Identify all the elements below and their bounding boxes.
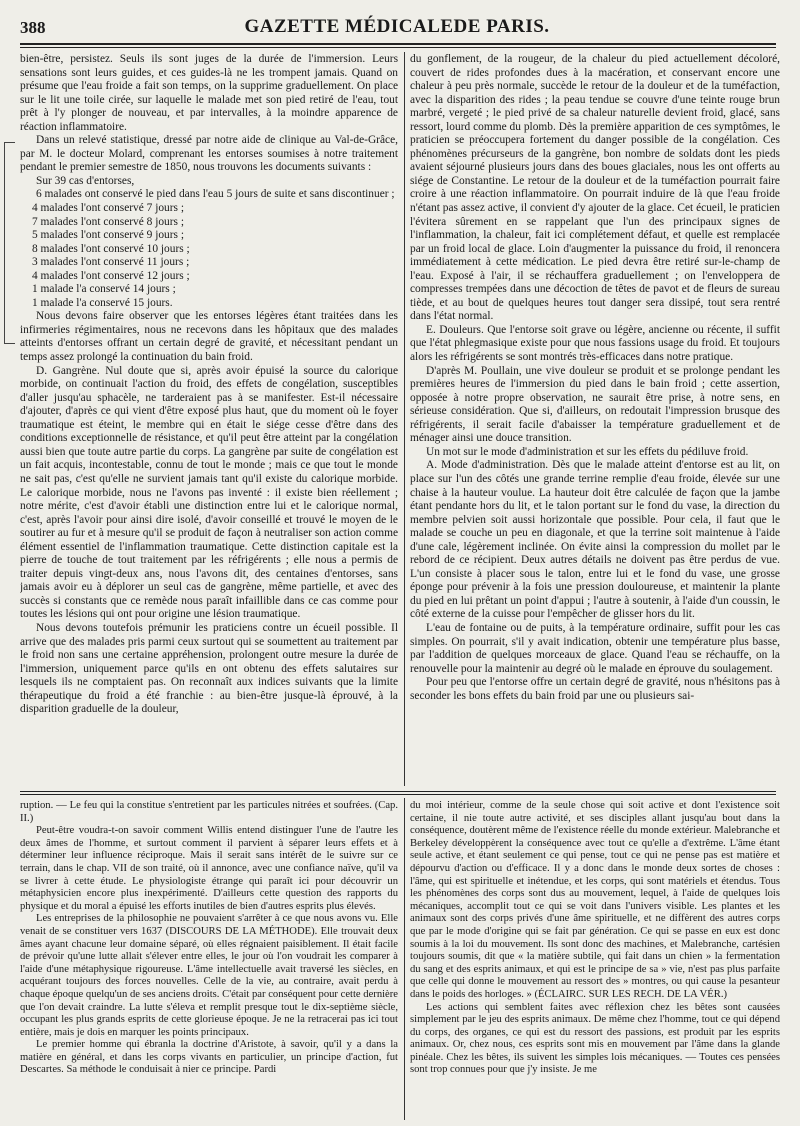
list-item: 1 malade l'a conservé 14 jours ; bbox=[32, 283, 176, 296]
header-rule-thin bbox=[20, 47, 776, 48]
paragraph: L'eau de fontaine ou de puits, à la température ordinaire, suffit pour les cas simples. On pourrait, s'il y avait indication, obtenir une température plus basse, par l'addition de quelques morceaux de glace. Quand l'eau se réchauffe, on la renouvelle pour la maintenir au degré où le malade en éprouve du soulagement. bbox=[410, 621, 780, 675]
list-intro: Sur 39 cas d'entorses, bbox=[36, 174, 135, 187]
paragraph: D'après M. Poullain, une vive douleur se produit et se prolonge pendant les premières heures de l'immersion du pied dans le bain froid ; cette assertion, opposée à notre propre observation, ne saurait être prise, à notre sens, en sérieuse considération. Que si, d'ailleurs, on redoutait l'impression brusque des réfrigérents, il serait facile d'abaisser la température graduellement et de ménager ainsi une douce transition. bbox=[410, 364, 780, 445]
paragraph: Peut-être voudra-t-on savoir comment Willis entend distinguer l'une de l'autre les deux âmes de l'homme, et surtout comment il parvient à séparer leurs effets et à déterminer leur influence réciproque. Mais il serait sans intérêt de le suivre sur ce terrain, dans le chap. VII de son traité, où il annonce, avec une confiance naïve, qu'il va se livrer à cette étude. Le physiologiste étrange qui paraît ici pour découvrir un métaphysicien encore plus inexpérimenté. D'ailleurs cette question des rapports du physique et du moral a épuisé les efforts inutiles de bien d'autres esprits plus élevés. bbox=[20, 825, 398, 912]
list-item: 3 malades l'ont conservé 11 jours ; bbox=[32, 256, 190, 269]
left-column bbox=[20, 53, 398, 783]
paragraph: Nous devons faire observer que les entorses légères étant traitées dans les infirmeries régimentaires, nous ne recevons dans les hôpitaux que des malades atteints d'entorses offrant un certain degré de gravité, et nécessitant pendant un temps assez prolongé la continuation du bain froid. bbox=[20, 310, 398, 364]
paragraph: du moi intérieur, comme de la seule chose qui soit active et dont l'existence soit certaine, il nie toute autre activité, et ses disciples allant jusqu'au bout dans la conséquence, doutèrent même de l'existence réelle du monde extérieur. Malebranche et Berkeley développèrent la conséquence avec tout ce qu'elle a d'extrême. L'âme étant seule active, et étant seulement ce qui pense, tout ce qui ne pense pas est matière et dépourvu d'action ou d'efficace. Il y a donc dans le monde deux sortes de choses : l'âme, qui est spirituelle et inétendue, et les corps, qui sont matériels et étendus. Tous les phénomènes des corps sont dus au mouvement, lequel, à l'aide de quelques lois mécaniques, accomplit tout ce qui se voit dans l'univers visible. Les plantes et les animaux sont des corps privés d'une âme spirituelle, et ne diffèrent des autres corps que par le mode d'origine qui se fait par génération. Ce qui se passe en eux est donc soumis à la loi du mouvement. Ils sont donc des machines, et Malebranche, cartésien toujours soumis, dit que « la matière subtile, qui fait dans un chien » la fermentation du sang et des esprits animaux, et qui est le principe de sa » vie, n'est pas plus parfaite que celle qui donne le mouvement au ressort des » montres, ou qui cause la pesanteur dans le poids des horloges. » (ÉCLAIRC. SUR LES RECH. DE LA VÉR.) bbox=[410, 800, 780, 1000]
handwritten-bracket bbox=[4, 142, 15, 344]
list-item: 7 malades l'ont conservé 8 jours ; bbox=[32, 215, 184, 228]
paragraph: du gonflement, de la rougeur, de la chaleur du pied actuellement décoloré, couvert de rides profondes dues à la macération, et conservant encore une chaleur à peu près normale, succède le retour de la douleur et de la tuméfaction, avec la disparition des rides ; la peau tendue se couvre d'une teinte rouge brun marbré, vergeté ; le pied privé de sa chaleur naturelle devient froid, glacé, sans ressort, lourd comme du plomb. Dès la première apparition de ces symptômes, le praticien se préoccupera fortement du danger possible de la congélation. Ces phénomènes précurseurs de la gangrène, bon nombre de soldats dont les pieds avaient séjourné plusieurs jours dans des boues glaciales, nous les ont offerts au siége de Constantine. Le retour de la douleur et de la tuméfaction pourrait faire croire à une réaction inflammatoire. On pourrait induire de là que l'eau froide n'étant pas assez active, il convient d'y ajouter de la glace. Cet écueil, le praticien l'évitera sûrement en se rappelant que l'un des principaux signes de l'inflammation, la chaleur, fait ici complétement défaut, et quelle est remplacée par un froid local de glace. Loin d'augmenter la puissance du froid, il renoncera immédiatement à cette médication. Le pied devra être retiré sur-le-champ de l'eau. Exposé à l'air, il se réchauffera graduellement ; on l'enveloppera de compresses trempées dans une décoction de têtes de pavot et de fleurs de sureau tiède, et au bout de quelques heures tout danger sera dissipé, tout sera rentré dans l'état normal. bbox=[410, 53, 780, 323]
feuilleton-rule bbox=[20, 791, 776, 792]
list-item: 6 malades ont conservé le pied dans l'eau 5 jours de suite et sans discontinuer ; bbox=[36, 188, 395, 201]
paragraph: Nous devons toutefois prémunir les praticiens contre un écueil possible. Il arrive que des malades pris parmi ceux surtout qui se soumettent au traitement par le froid non sans une certaine appréhension, prolongent outre mesure la durée de l'immersion, uniquement parce qu'ils en ont obtenu des effets salutaires sur lesquels ils ne comptaient pas. On reconnaît aux indices suivants que la limite thérapeutique du froid a été franchie : au bien-être jusque-là éprouvé, à la disparition graduelle de la douleur, bbox=[20, 621, 398, 716]
feuilleton-left-column bbox=[20, 800, 398, 1120]
list-item: 4 malades l'ont conservé 7 jours ; bbox=[32, 202, 184, 215]
list-item: 8 malades l'ont conservé 10 jours ; bbox=[32, 242, 190, 255]
feuilleton-rule-thin bbox=[20, 794, 776, 795]
journal-title: GAZETTE MÉDICALEDE PARIS. bbox=[244, 16, 550, 37]
list-item: 4 malades l'ont conservé 12 jours ; bbox=[32, 269, 190, 282]
column-divider bbox=[404, 52, 405, 786]
list-item: 1 malade l'a conservé 15 jours. bbox=[32, 296, 173, 309]
paragraph: E. Douleurs. Que l'entorse soit grave ou légère, ancienne ou récente, il suffit que l'état phlegmasique existe pour que nous fassions usage du froid. Et toujours alors les réfrigérents se sont montrés très-efficaces dans notre pratique. bbox=[410, 323, 780, 364]
paragraph: Les actions qui semblent faites avec réflexion chez les bêtes sont causées simplement par le jeu des esprits animaux. De même chez l'homme, tout ce qui dépend du corps, des organes, ce qui est du ressort des passions, est produit par les esprits animaux. Or, chez nous, ces esprits sont mis en mouvement par l'âme dans la glande pinéale. Chez les bêtes, ils suivent les simples lois mécaniques. — Toutes ces pensées sont trop connues pour que j'y insiste. Je me bbox=[410, 1001, 780, 1076]
paragraph: Les entreprises de la philosophie ne pouvaient s'arrêter à ce que nous avons vu. Elle venait de se constituer vers 1637 (DISCOURS DE LA MÉTHODE). Elle trouvait deux âmes ayant chacune leur domaine séparé, où elles régnaient paisiblement. Il était facile de prévoir qu'une lutte allait s'élever entre elles, le jour où l'on voudrait les comparer à l'aide d'une métaphysique rigoureuse. L'âme intellectuelle avait traversé les siècles, en acquérant toujours des forces nouvelles. Celle de la vie, au contraire, avait perdu à chaque époque quelqu'un de ses anciens droits. C'était par conséquent pour cette dernière que l'on devait craindre. La lutte s'éleva et remplit presque tout le dix-septième siècle, occupant les plus grands esprits de cette glorieuse époque. Je ne la retracerai pas ici tout entière, mais je dois en marquer les points principaux. bbox=[20, 913, 398, 1038]
page-number: 388 bbox=[20, 18, 46, 37]
paragraph: bien-être, persistez. Seuls ils sont juges de la durée de l'immersion. Leurs sensations sont leurs guides, et ces guides-là ne les trompent jamais. Quand on présume que l'eau froide a fait son temps, on la supprime graduellement. On place sur le lit une toile cirée, sur laquelle le malade met son pied retiré de l'eau, tout prêt à l'y plonger de nouveau, et par intervalles, à la moindre apparence de réaction inflammatoire. bbox=[20, 53, 398, 133]
paragraph: A. Mode d'administration. Dès que le malade atteint d'entorse est au lit, on place sur l'un des côtés une grande terrine remplie d'eau froide, élevée sur une chaise à la hauteur voulue. La hauteur doit être calculée de façon que la jambe étant pendante hors du lit, et le talon portant sur le fond du vase, la direction du membre pelvien soit aussi horizontale que possible. Pour cela, il faut que le malade se couche un peu en diagonale, et que la terrine soit maintenue à l'aide d'une cale, légèrement inclinée. On évite ainsi la compression du mollet par le rebord de ce récipient. Deux autres détails ne doivent pas être perdus de vue. L'un consiste à placer sous le talon, entre lui et le fond du vase, une grosse éponge pour prévenir à la fois une pression douloureuse, et maintenir la plante du pied en lui prêtant un point d'appui ; l'autre à soutenir, à l'aide d'un coussin, le côté externe de la cuisse pour l'empêcher de glisser hors du lit. bbox=[410, 459, 780, 621]
right-column bbox=[410, 53, 780, 783]
list-item: 5 malades l'ont conservé 9 jours ; bbox=[32, 229, 184, 242]
paragraph: Dans un relevé statistique, dressé par notre aide de clinique au Val-de-Grâce, par M. le docteur Molard, comprenant les entorses soumises à notre traitement pendant le premier semestre de 1850, nous trouvons les documents suivants : bbox=[20, 134, 398, 174]
page-header bbox=[20, 14, 774, 40]
header-rule bbox=[20, 43, 776, 45]
paragraph: Pour peu que l'entorse offre un certain degré de gravité, nous n'hésitons pas à seconder les bons effets du bain froid par une ou plusieurs sai- bbox=[410, 676, 780, 702]
paragraph: D. Gangrène. Nul doute que si, après avoir épuisé la source du calorique morbide, on continuait l'action du froid, des effets de congélation, susceptibles d'aller jusqu'au sphacèle, ne tarderaient pas à se manifester. Est-il nécessaire d'ajouter, d'après ce qui vient d'être exposé plus haut, que du moment où le foyer traumatique est éteint, le membre qui en était le siége cesse d'être dans des conditions exceptionnelle de résistance, et qu'il peut être atteint par la congélation aussi bien que toute autre partie du corps. La gangrène par suite de congélation est un fait acquis, incontestable, connu de tout le monde ; mais ce que tout le monde ne sait pas, c'est qu'elle ne survient jamais tant qu'il existe du calorique morbide. Le calorique morbide, nous ne l'avons pas inventé : il existe bien réellement ; notre mérite, c'est d'avoir établi une distinction entre lui et le calorique normal, c'est, après l'avoir pour ainsi dire isolé, d'avoir conseillé et trouvé le moyen de le soutirer au fur et à mesure qu'il se produit de façon à neutraliser son action comme élément essentiel de l'inflammation traumatique. Cette distinction capitale est la pierre de touche de tout traitement par les réfrigérents ; elle nous a permis de traiter depuis vingt-deux ans, nous l'avons dit, des centaines d'entorses, sans jamais avoir eu à déplorer un seul cas de gangrène, même partielle, et avec des succès si constants que ce remède nous paraît infaillible dans ce cas comme pour toutes les lésions qui ont pour origine une lésion traumatique. bbox=[20, 364, 398, 621]
paragraph: Un mot sur le mode d'administration et sur les effets du pédiluve froid. bbox=[426, 445, 749, 458]
paragraph: Le premier homme qui ébranla la doctrine d'Aristote, à savoir, qu'il y a dans la matière en général, et dans les corps vivants en particulier, un principe d'action, fut Descartes. Sa méthode le conduisait à nier ce principe. Pardi bbox=[20, 1039, 398, 1076]
paragraph: ruption. — Le feu qui la constitue s'entretient par les particules nitrées et soufrées. (Cap. II.) bbox=[20, 800, 398, 824]
feuilleton-right-column bbox=[410, 800, 780, 1120]
feuilleton-divider bbox=[404, 798, 405, 1120]
